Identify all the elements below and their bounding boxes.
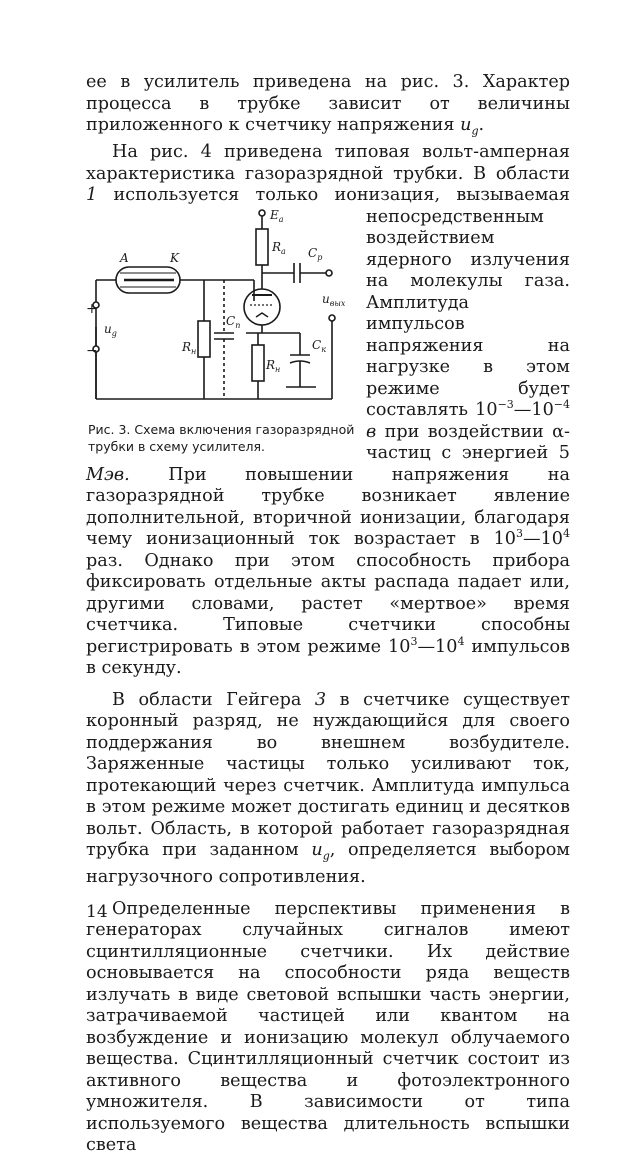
p2-text: —10 [513, 400, 554, 421]
p2-text: при воздействии α-частиц с энергией 5 [366, 421, 570, 464]
svg-text:−: − [86, 342, 98, 359]
p2-text: При повышении напряжения на газоразрядной трубке возникает явление дополнительной, вторичной ионизации, благодаря чему ионизационный ток возрастает в 10 [86, 464, 570, 550]
superscript: −3 [497, 398, 514, 412]
p2-text: непосредственным воздействием ядерного излучения на молекулы газа. Амплитуда импульсов напряжения на нагрузке в этом режиме будет составлять 10 [366, 206, 570, 421]
paragraph-1: ее в усилитель приведена на рис. 3. Характер процесса в трубке зависит от величины приложенного к счетчику напряжения $u_g$. [86, 72, 570, 138]
p2-text-lead: используется только ионизация, вызываемая [113, 185, 570, 206]
page-number: 14 [86, 902, 108, 922]
svg-text:ug: $u_g$ [104, 321, 117, 338]
p2-text: импульсов в секунду. [86, 636, 571, 679]
page-body [86, 72, 570, 1157]
superscript: 3 [410, 634, 418, 648]
p2-text: —10 [523, 529, 563, 550]
svg-text:Ra: $R_a$ [272, 239, 286, 256]
variable-ug: $u_g$ [311, 840, 330, 863]
paragraph-4: Определенные перспективы применения в генераторах случайных сигналов имеют сцинтилляционные счетчики. Их действие основывается на способности ряда веществ излучать в виде световой вспышки часть энергии, затрачиваемой частицей или квантом на возбуждение и ионизацию молекул облучаемого вещества. Сцинтилляционный счетчик состоит из активного вещества и фотоэлектронного умножителя. В зависимости от типа используемого вещества длительность вспышки света [86, 898, 570, 1156]
svg-text:Cк: $C_к$ [312, 337, 326, 354]
svg-text:uвых: $u_{вых}$ [322, 291, 346, 308]
superscript: 3 [516, 527, 524, 541]
paragraph-2-block [86, 142, 570, 680]
unit-volt: в [366, 421, 377, 442]
superscript: 4 [563, 527, 570, 541]
svg-text:+: + [86, 300, 98, 317]
svg-text:Rн: $R_н$ [182, 339, 197, 356]
svg-text:Rн: $R_н$ [266, 357, 281, 374]
region-number: 3 [314, 689, 327, 710]
figure-3 [86, 209, 356, 455]
svg-text:Cp: $C_p$ [308, 245, 323, 262]
p2-text: —10 [417, 636, 458, 657]
svg-text:Ea: $E_a$ [270, 208, 284, 224]
circuit-diagram [86, 209, 348, 409]
p2-text: раз. Однако при этом способность прибора фиксировать отдельные акты распада падает или, другими словами, растет «мертвое» время счетчика. Типовые счетчики способны регистрировать в этом режиме 10 [86, 550, 570, 657]
unit-mev: Мэв. [86, 464, 130, 485]
svg-text:K: K [170, 250, 179, 265]
paragraph-2: На рис. 4 приведена типовая вольт-амперная характеристика газоразрядной трубки. В области 1 используется только ионизация, вызываемая A K $E_a$ $R_a$ $C_p$ $C_п$ $R_н$ $R_н$ $C_к$ $u_{вых}$ $u_g$ + − Рис. 3. Схема включения газоразрядной трубки в схему усилителя. непосредственным воздействием ядерного излучения на молекулы газа. Амплитуда импульсов напряжения на нагрузке в этом режиме будет составлять $10^{-3}—10^{-4}$ в при воздействии α-частиц с энергией 5 Мэв. При повышении напряжения на газоразрядной трубке возникает явление дополнительной, вторичной ионизации, благодаря чему ионизационный ток возрастает в $10^3—10^4$ раз. Однако при этом способность прибора фиксировать отдельные акты распада падает или, другими словами, растет «мертвое» время счетчика. Типовые счетчики способны регистрировать в этом режиме $10^3—10^4$ импульсов в секунду. [86, 142, 571, 679]
superscript: −4 [553, 398, 570, 412]
figure-caption: Рис. 3. Схема включения газоразрядной трубки в схему усилителя. [88, 421, 355, 454]
svg-text:A: A [120, 250, 129, 265]
paragraph-3: В области Гейгера 3 в счетчике существует коронный разряд, не нуждающийся для своего поддержания во внешнем возбудителе. Заряженные частицы только усиливают ток, протекающий через счетчик. Амплитуда импульса в этом режиме может достигать единиц и десятков вольт. Область, в которой работает газоразрядная трубка при заданном $u_g$, определяется выбором нагрузочного сопротивления. [86, 689, 571, 888]
superscript: 4 [457, 634, 465, 648]
svg-text:Cп: $C_п$ [226, 313, 241, 330]
